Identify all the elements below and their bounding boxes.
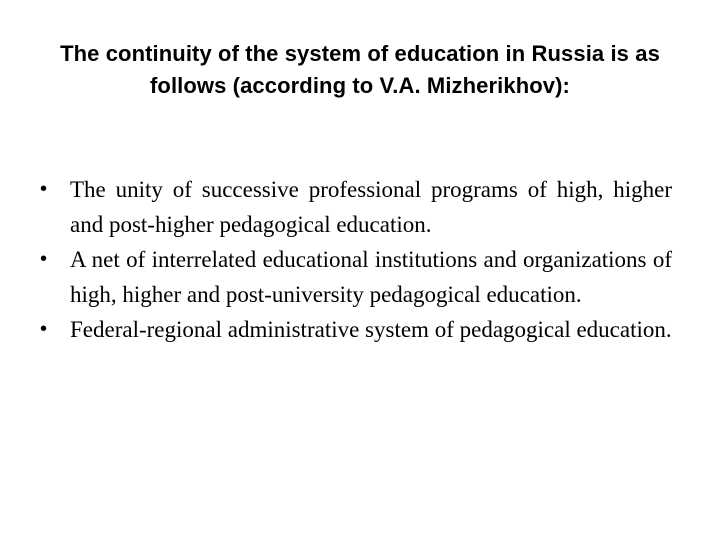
- bullet-item-3: [40, 312, 672, 347]
- bullet-item-2: [40, 242, 672, 312]
- bullet-icon: •: [40, 178, 48, 200]
- bullet-icon: •: [40, 318, 48, 340]
- bullet-text: The unity of successive professional programs of high, higher and post-higher pedagogical education.: [70, 177, 672, 237]
- bullet-text: Federal-regional administrative system of pedagogical education.: [70, 317, 672, 342]
- slide-title: The continuity of the system of education in Russia is as follows (according to V.A. Mizherikhov):: [60, 41, 660, 98]
- bullet-icon: •: [40, 248, 48, 270]
- bullet-text: A net of interrelated educational institutions and organizations of high, higher and post-university pedagogical education.: [70, 247, 672, 307]
- bullet-list: [40, 172, 672, 347]
- bullet-item-1: [40, 172, 672, 242]
